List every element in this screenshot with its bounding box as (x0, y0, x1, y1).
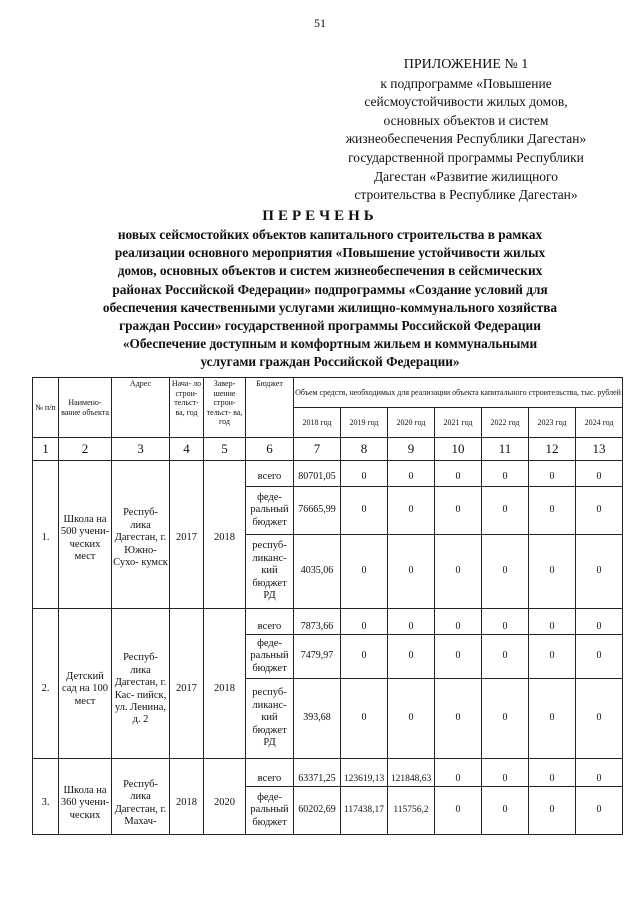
object-address: Респуб- лика Дагестан, г. Махач- (112, 759, 170, 835)
header-year: 2019 год (341, 408, 388, 438)
object-address: Респуб- лика Дагестан, г. Кас- пийск, ул. Ленина, д. 2 (112, 609, 170, 759)
amount: 0 (529, 679, 576, 759)
start-year: 2017 (170, 609, 204, 759)
col-number: 10 (435, 438, 482, 461)
start-year: 2017 (170, 461, 204, 609)
start-year: 2018 (170, 759, 204, 835)
amount: 0 (576, 679, 623, 759)
amount: 0 (482, 609, 529, 635)
amount: 0 (341, 535, 388, 609)
list-subtitle-line: районах Российской Федерации» подпрограммы «Создание условий для (112, 281, 548, 297)
amount: 0 (529, 487, 576, 535)
amount: 7479,97 (294, 635, 341, 679)
header-year: 2024 год (576, 408, 623, 438)
list-subtitle-line: «Обеспечение доступным и комфортным жильем и коммунальными (122, 336, 538, 352)
col-number: 3 (112, 438, 170, 461)
amount: 0 (341, 679, 388, 759)
list-subtitle-line: домов, основных объектов и систем жизнеобеспечения в сейсмических (117, 263, 543, 279)
end-year: 2018 (204, 609, 246, 759)
col-number: 8 (341, 438, 388, 461)
col-number: 12 (529, 438, 576, 461)
header-budget: Бюджет (246, 378, 294, 438)
amount: 76665,99 (294, 487, 341, 535)
budget-label: респуб- ликанс- кий бюджет РД (246, 679, 294, 759)
appendix-line: Дагестан «Развитие жилищного (373, 168, 559, 184)
amount: 0 (341, 609, 388, 635)
amount: 117438,17 (341, 787, 388, 835)
object-name: Школа на 360 учени- ческих (59, 759, 112, 835)
appendix-line: строительства в Республике Дагестан» (354, 187, 578, 203)
list-subtitle (80, 226, 580, 372)
amount: 393,68 (294, 679, 341, 759)
header-end: Завер- шение строи- тельст- ва, год (204, 378, 246, 438)
amount: 0 (576, 787, 623, 835)
col-number: 5 (204, 438, 246, 461)
amount: 0 (482, 635, 529, 679)
list-subtitle-line: услугами граждан Российской Федерации» (200, 354, 460, 370)
appendix-line: основных объектов и систем (383, 112, 549, 128)
row-num: 2. (33, 609, 59, 759)
header-start: Нача- ло строи- тельст- ва, год (170, 378, 204, 438)
amount: 0 (435, 535, 482, 609)
appendix-line: сейсмоустойчивости жилых домов, (364, 94, 568, 110)
amount: 0 (529, 535, 576, 609)
col-number: 6 (246, 438, 294, 461)
amount: 0 (435, 635, 482, 679)
amount: 0 (435, 487, 482, 535)
amount: 0 (482, 535, 529, 609)
amount: 0 (482, 461, 529, 487)
amount: 0 (482, 487, 529, 535)
col-number: 9 (388, 438, 435, 461)
list-subtitle-line: реализации основного мероприятия «Повышение устойчивости жилых (114, 245, 546, 261)
header-funding: Объем средств, необходимых для реализации объекта капитального строительства, тыс. рублей (294, 378, 623, 408)
amount: 0 (576, 635, 623, 679)
header-year: 2021 год (435, 408, 482, 438)
object-address: Респуб- лика Дагестан, г. Южно- Сухо- кумск (112, 461, 170, 609)
amount: 0 (482, 759, 529, 787)
amount: 0 (341, 487, 388, 535)
header-address: Адрес (112, 378, 170, 438)
amount: 0 (529, 787, 576, 835)
amount: 0 (482, 679, 529, 759)
col-number: 13 (576, 438, 623, 461)
col-number: 2 (59, 438, 112, 461)
row-num: 3. (33, 759, 59, 835)
col-number: 1 (33, 438, 59, 461)
budget-label: всего (246, 759, 294, 787)
amount: 0 (435, 679, 482, 759)
list-subtitle-line: граждан России» государственной программы Российской Федерации (119, 318, 541, 334)
page-number: 51 (314, 16, 326, 30)
col-number: 11 (482, 438, 529, 461)
amount: 7873,66 (294, 609, 341, 635)
row-num: 1. (33, 461, 59, 609)
amount: 0 (529, 609, 576, 635)
objects-table (32, 377, 623, 835)
amount: 0 (435, 759, 482, 787)
header-year: 2023 год (529, 408, 576, 438)
budget-label: всего (246, 609, 294, 635)
amount: 0 (576, 461, 623, 487)
header-year: 2020 год (388, 408, 435, 438)
appendix-block (316, 56, 616, 205)
appendix-line: государственной программы Республики (348, 149, 584, 165)
end-year: 2018 (204, 461, 246, 609)
amount: 0 (576, 759, 623, 787)
budget-label: феде- ральный бюджет (246, 635, 294, 679)
header-name: Наимено- вание объекта (59, 378, 112, 438)
amount: 0 (529, 461, 576, 487)
amount: 0 (388, 461, 435, 487)
col-number: 7 (294, 438, 341, 461)
object-name: Детский сад на 100 мест (59, 609, 112, 759)
list-subtitle-line: обеспечения качественными услугами жилищно-коммунального хозяйства (102, 299, 558, 315)
appendix-line: жизнеобеспечения Республики Дагестан» (345, 131, 587, 147)
budget-label: респуб- ликанс- кий бюджет РД (246, 535, 294, 609)
amount: 0 (576, 487, 623, 535)
appendix-line: к подпрограмме «Повышение (380, 75, 552, 91)
amount: 80701,05 (294, 461, 341, 487)
col-number: 4 (170, 438, 204, 461)
amount: 60202,69 (294, 787, 341, 835)
amount: 0 (341, 461, 388, 487)
amount: 0 (529, 635, 576, 679)
amount: 0 (388, 635, 435, 679)
list-subtitle-line: новых сейсмостойких объектов капитального строительства в рамках (117, 227, 543, 242)
amount: 0 (341, 635, 388, 679)
amount: 0 (388, 609, 435, 635)
appendix-title: ПРИЛОЖЕНИЕ № 1 (403, 57, 529, 72)
budget-label: феде- ральный бюджет (246, 487, 294, 535)
amount: 0 (435, 787, 482, 835)
object-name: Школа на 500 учени- ческих мест (59, 461, 112, 609)
amount: 115756,2 (388, 787, 435, 835)
amount: 0 (482, 787, 529, 835)
amount: 0 (388, 535, 435, 609)
amount: 123619,13 (341, 759, 388, 787)
budget-label: всего (246, 461, 294, 487)
header-year: 2018 год (294, 408, 341, 438)
budget-label: феде- ральный бюджет (246, 787, 294, 835)
amount: 63371,25 (294, 759, 341, 787)
amount: 0 (576, 535, 623, 609)
header-num: № п/п (33, 378, 59, 438)
amount: 0 (576, 609, 623, 635)
amount: 0 (529, 759, 576, 787)
amount: 0 (435, 609, 482, 635)
amount: 0 (435, 461, 482, 487)
amount: 0 (388, 679, 435, 759)
amount: 0 (388, 487, 435, 535)
amount: 121848,63 (388, 759, 435, 787)
end-year: 2020 (204, 759, 246, 835)
list-title: ПЕРЕЧЕНЬ (262, 208, 378, 224)
amount: 4035,06 (294, 535, 341, 609)
header-year: 2022 год (482, 408, 529, 438)
